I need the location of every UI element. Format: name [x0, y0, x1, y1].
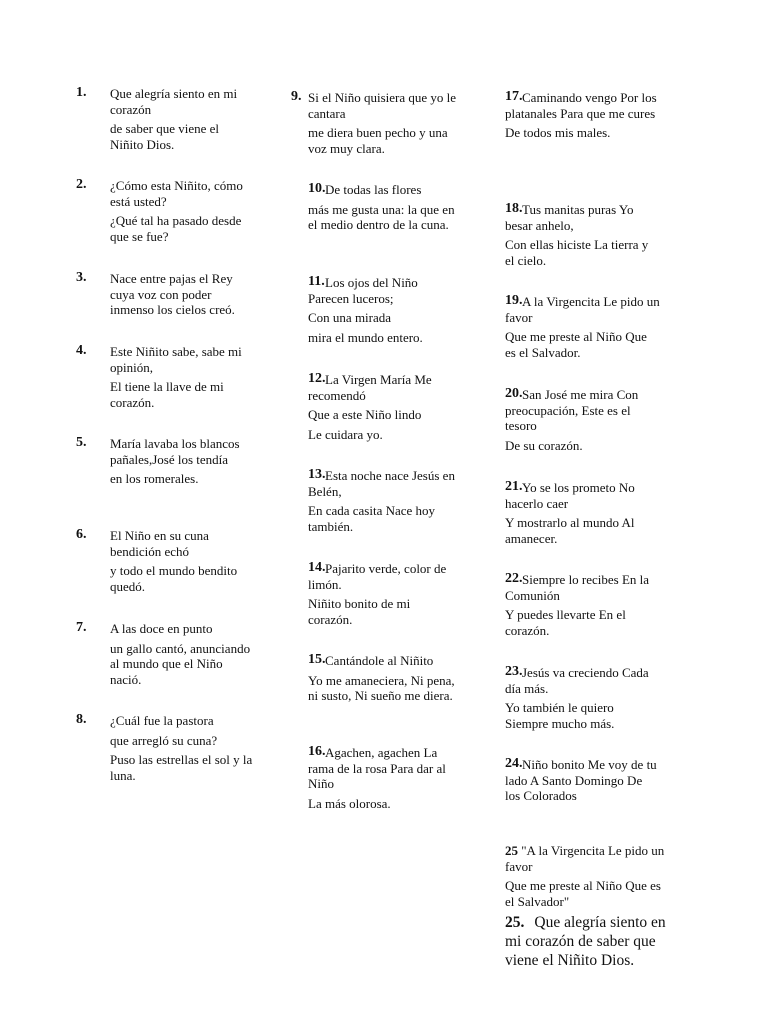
- verse-line: Que me preste al Niño Que es el Salvador.: [505, 329, 647, 360]
- verse-line: Los ojos del Niño Parecen luceros;: [308, 275, 418, 306]
- verse-12: [291, 372, 457, 442]
- verse-line: Con ellas hiciste La tierra y el cielo.: [505, 237, 649, 268]
- verse-number: 16.: [308, 744, 326, 759]
- verse-line: Caminando vengo Por los platanales Para que me cures: [505, 90, 657, 121]
- verse-line: [505, 843, 665, 874]
- verse-line: Cantándole al Niñito: [325, 653, 434, 668]
- verse-8: [76, 712, 255, 783]
- verse-1: [76, 85, 255, 152]
- verse-line: ¿Qué tal ha pasado desde que se fue?: [110, 213, 242, 244]
- verse-25-final: [505, 913, 675, 970]
- verse-line: En cada casita Nace hoy también.: [308, 503, 436, 534]
- verse-line: y todo el mundo bendito quedó.: [110, 563, 238, 594]
- verse-line: El tiene la llave de mi corazón.: [110, 379, 224, 410]
- verse-10: [291, 182, 457, 233]
- verse-line: A la Virgencita Le pido un favor: [505, 294, 660, 325]
- verse-line: más me gusta una: la que en el medio dentro de la cuna.: [308, 201, 455, 232]
- verse-17: [488, 90, 660, 141]
- verse-number: 25.: [505, 914, 525, 931]
- verse-23: [488, 665, 660, 731]
- verse-24: [488, 757, 660, 804]
- verse-number: 10.: [308, 181, 326, 196]
- verse-number: 11.: [308, 274, 325, 289]
- verse-number: 15.: [308, 652, 326, 667]
- verse-line: Pajarito verde, color de limón.: [308, 561, 447, 592]
- verse-number: 18.: [505, 201, 523, 216]
- verse-line: Y mostrarlo al mundo Al amanecer.: [505, 515, 635, 546]
- verse-number: 8.: [76, 712, 87, 727]
- verse-number: 9.: [291, 89, 302, 104]
- verse-line: "A la Virgencita Le pido un favor: [505, 843, 665, 874]
- verse-number: 7.: [76, 620, 87, 635]
- verse-line: ¿Cuál fue la pastora: [110, 713, 214, 728]
- verse-line: Siempre lo recibes En la Comunión: [505, 572, 650, 603]
- verse-line: Le cuidara yo.: [308, 426, 383, 442]
- verse-3: [76, 270, 255, 318]
- verse-line: Y puedes llevarte En el corazón.: [505, 607, 626, 638]
- verse-2: [76, 177, 255, 244]
- verse-25-quoted: [505, 843, 665, 909]
- verse-line: Yo también le quiero Siempre mucho más.: [505, 700, 615, 731]
- verse-line: La más olorosa.: [308, 795, 391, 811]
- verse-line: Este Niñito sabe, sabe mi opinión,: [110, 344, 242, 375]
- verse-line: María lavaba los blancos pañales,José los tendía: [110, 436, 240, 467]
- verse-line: De su corazón.: [505, 437, 583, 453]
- verse-number: 12.: [308, 371, 326, 386]
- verse-number: 17.: [505, 89, 523, 104]
- verse-line: La Virgen María Me recomendó: [308, 372, 432, 403]
- verse-19: [488, 294, 660, 360]
- verse-number: 20.: [505, 386, 523, 401]
- verse-line: que arregló su cuna?: [110, 732, 218, 748]
- verse-20: [488, 387, 660, 453]
- verse-line: me diera buen pecho y una voz muy clara.: [308, 125, 448, 156]
- verse-4: [76, 343, 255, 410]
- verse-line: A las doce en punto: [110, 621, 213, 636]
- verse-21: [488, 480, 660, 546]
- verse-line: Niñito bonito de mi corazón.: [308, 596, 411, 627]
- verse-line: Esta noche nace Jesús en Belén,: [308, 468, 455, 499]
- verse-14: [291, 561, 457, 627]
- verse-line: Tus manitas puras Yo besar anhelo,: [505, 202, 634, 233]
- verse-line: San José me mira Con preocupación, Este es el tesoro: [505, 387, 639, 433]
- verse-number: 6.: [76, 527, 87, 542]
- verse-number: 14.: [308, 560, 326, 575]
- verse-line: De todos mis males.: [505, 125, 611, 140]
- verse-line: Jesús va creciendo Cada día más.: [505, 665, 649, 696]
- verse-number: 5.: [76, 435, 87, 450]
- verse-5: [76, 435, 255, 487]
- verse-line: mira el mundo entero.: [308, 329, 423, 345]
- verse-7: [76, 620, 255, 687]
- verse-number: 2.: [76, 177, 87, 192]
- verse-line: Puso las estrellas el sol y la luna.: [110, 752, 253, 783]
- verse-line: Agachen, agachen La rama de la rosa Para dar al Niño: [308, 745, 446, 791]
- verse-line: Que alegría siento en mi corazón de saber que viene el Niñito Dios.: [505, 914, 666, 969]
- verse-line: De todas las flores: [325, 182, 422, 197]
- verse-line: Nace entre pajas el Rey cuya voz con poder inmenso los cielos creó.: [110, 271, 235, 317]
- verse-number: 19.: [505, 293, 523, 308]
- verse-line: un gallo cantó, anunciando al mundo que el Niño nació.: [110, 640, 251, 687]
- verse-line: Niño bonito Me voy de tu lado A Santo Domingo De los Colorados: [505, 757, 657, 803]
- verse-15: [291, 653, 457, 704]
- verse-number: 4.: [76, 343, 87, 358]
- verse-number: 1.: [76, 85, 87, 100]
- verse-number: 3.: [76, 270, 87, 285]
- verse-number: 25: [505, 843, 518, 858]
- verse-16: [291, 745, 457, 811]
- verse-number: 22.: [505, 571, 523, 586]
- verse-6: [76, 527, 255, 594]
- verse-line: Que me preste al Niño Que es el Salvador": [505, 878, 661, 909]
- verse-number: 21.: [505, 479, 523, 494]
- verse-18: [488, 202, 660, 268]
- verse-line: ¿Cómo esta Niñito, cómo está usted?: [110, 178, 243, 209]
- verse-line: Si el Niño quisiera que yo le cantara: [308, 90, 457, 121]
- verse-line: Yo se los prometo No hacerlo caer: [505, 480, 635, 511]
- verse-line: de saber que viene el Niñito Dios.: [110, 121, 220, 152]
- verse-number: 13.: [308, 467, 326, 482]
- verse-22: [488, 572, 660, 638]
- verse-line: Con una mirada: [308, 310, 392, 325]
- verse-9: [291, 90, 457, 156]
- verse-line: Yo me amaneciera, Ni pena, ni susto, Ni sueño me diera.: [308, 672, 455, 703]
- verse-number: 23.: [505, 664, 523, 679]
- verse-13: [291, 468, 457, 534]
- verse-11: [291, 275, 457, 345]
- verse-line: El Niño en su cuna bendición echó: [110, 528, 209, 559]
- verse-number: 24.: [505, 756, 523, 771]
- verse-line: en los romerales.: [110, 471, 199, 486]
- verse-line: Que a este Niño lindo: [308, 407, 422, 422]
- verse-line: Que alegría siento en mi corazón: [110, 86, 238, 117]
